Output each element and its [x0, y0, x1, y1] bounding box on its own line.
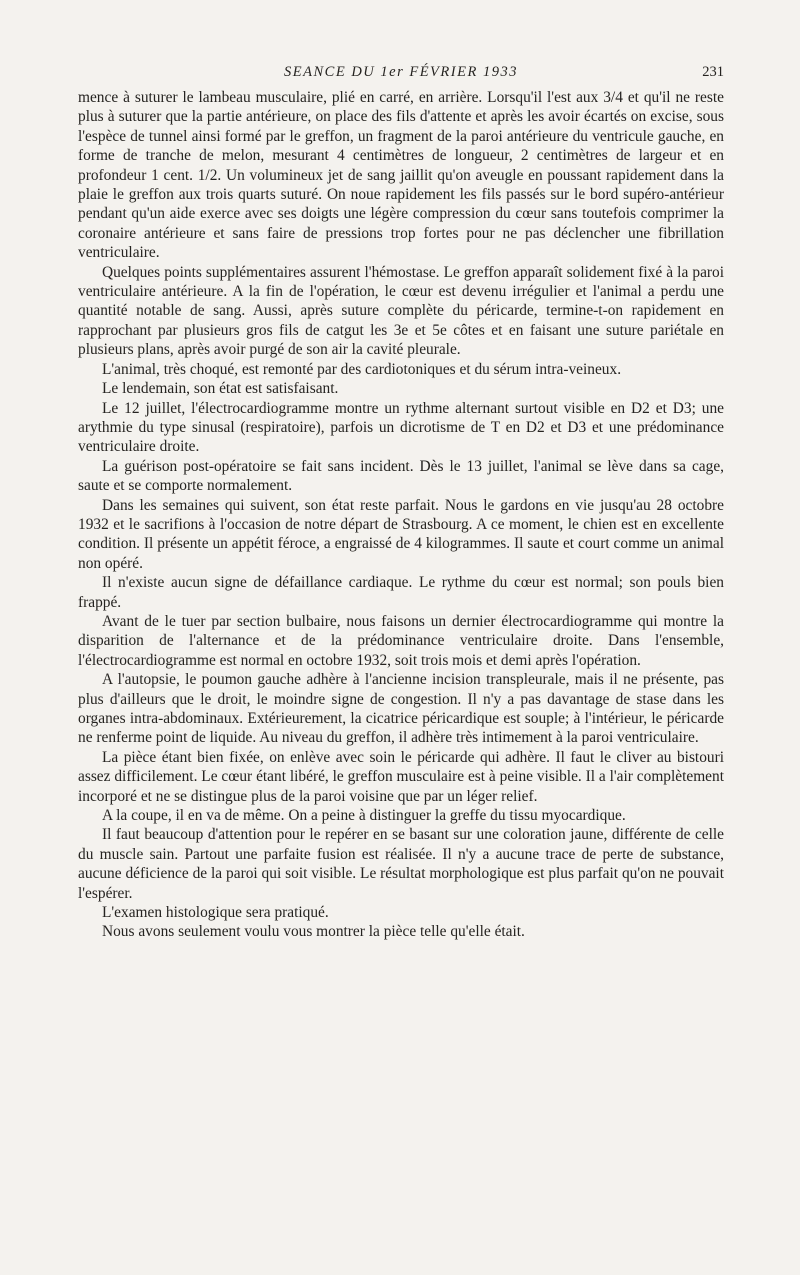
- paragraph: Quelques points supplémentaires assurent l'hémostase. Le greffon apparaît solidement fixé à la paroi ventriculaire antérieure. A la fin de l'opération, le cœur est devenu irrégulier et l'animal a perdu une quantité notable de sang. Aussi, après suture complète du péricarde, termine-t-on rapidement en rapprochant par plusieurs gros fils de catgut les 3e et 5e côtes et en faisant une suture pariétale en plusieurs plans, après avoir purgé de son air la cavité pleurale.: [78, 263, 724, 359]
- page-number: 231: [702, 64, 724, 80]
- paragraph: A l'autopsie, le poumon gauche adhère à l'ancienne incision transpleurale, mais il ne présente, pas plus d'ailleurs que le droit, le moindre signe de congestion. Il n'y a pas davantage de stase dans les organes intra-abdominaux. Extérieurement, la cicatrice péricardique est souple; à l'intérieur, le péricarde ne renferme point de liquide. Au niveau du greffon, il adhère très intimement à la paroi ventriculaire.: [78, 671, 724, 747]
- paragraph: Il faut beaucoup d'attention pour le repérer en se basant sur une coloration jaune, différente de celle du muscle sain. Partout une parfaite fusion est réalisée. Il n'y a aucune trace de perte de substance, aucune déficience de la paroi qui soit visible. Le résultat morphologique est plus parfait qu'on ne pouvait l'espérer.: [78, 826, 724, 902]
- paragraph: La guérison post-opératoire se fait sans incident. Dès le 13 juillet, l'animal se lève dans sa cage, saute et se comporte normalement.: [78, 457, 724, 495]
- running-title: SEANCE DU 1er FÉVRIER 1933: [284, 64, 518, 80]
- paragraph: Le lendemain, son état est satisfaisant.: [102, 380, 339, 398]
- paragraph: Avant de le tuer par section bulbaire, nous faisons un dernier électrocardiogramme qui montre la disparition de l'alternance et de la prédominance ventriculaire droite. Dans l'ensemble, l'électrocardiogramme est normal en octobre 1932, soit trois mois et demi après l'opération.: [78, 612, 724, 669]
- paragraph: L'animal, très choqué, est remonté par des cardiotoniques et du sérum intra-veineux.: [102, 360, 622, 378]
- paragraph: L'examen histologique sera pratiqué.: [102, 904, 329, 922]
- paragraph: Dans les semaines qui suivent, son état reste parfait. Nous le gardons en vie jusqu'au 28 octobre 1932 et le sacrifions à l'occasion de notre départ de Strasbourg. A ce moment, le chien est en excellente condition. Il présente un appétit féroce, a engraissé de 4 kilogrammes. Il saute et court comme un animal non opéré.: [78, 496, 724, 572]
- body-text: [78, 88, 724, 942]
- document-page: [78, 58, 724, 942]
- running-header: [78, 58, 724, 88]
- paragraph: A la coupe, il en va de même. On a peine à distinguer la greffe du tissu myocardique.: [102, 807, 626, 825]
- paragraph: mence à suturer le lambeau musculaire, plié en carré, en arrière. Lorsqu'il l'est aux 3/4 et qu'il ne reste plus à suturer que la partie antérieure, on place des fils d'attente et après les avoir écartés on excise, sous l'espèce de tunnel ainsi formé par le greffon, un fragment de la paroi antérieure du ventricule gauche, en forme de tranche de melon, mesurant 4 centimètres de longueur, 2 centimètres de largeur et en profondeur 1 cent. 1/2. Un volumineux jet de sang jaillit qu'on aveugle en poussant rapidement dans la plaie le greffon aux trois quarts suturé. On noue rapidement les fils passés sur le bord supéro-antérieur pendant qu'un aide exerce avec ses doigts une légère compression du cœur sans toutefois comprimer la coronaire antérieure et sans faire de pressions trop fortes pour ne pas déclencher une fibrillation ventriculaire.: [78, 89, 724, 262]
- paragraph: Il n'existe aucun signe de défaillance cardiaque. Le rythme du cœur est normal; son pouls bien frappé.: [78, 574, 724, 611]
- paragraph: La pièce étant bien fixée, on enlève avec soin le péricarde qui adhère. Il faut le cliver au bistouri assez difficilement. Le cœur étant libéré, le greffon musculaire est à peine visible. Il a l'air complètement incorporé et ne se distingue plus de la paroi voisine que par un léger relief.: [78, 748, 724, 805]
- paragraph: Le 12 juillet, l'électrocardiogramme montre un rythme alternant surtout visible en D2 et D3; une arythmie du type sinusal (respiratoire), parfois un dicrotisme de T en D2 et D3 et une prédominance ventriculaire droite.: [78, 399, 724, 456]
- paragraph: Nous avons seulement voulu vous montrer la pièce telle qu'elle était.: [102, 923, 525, 941]
